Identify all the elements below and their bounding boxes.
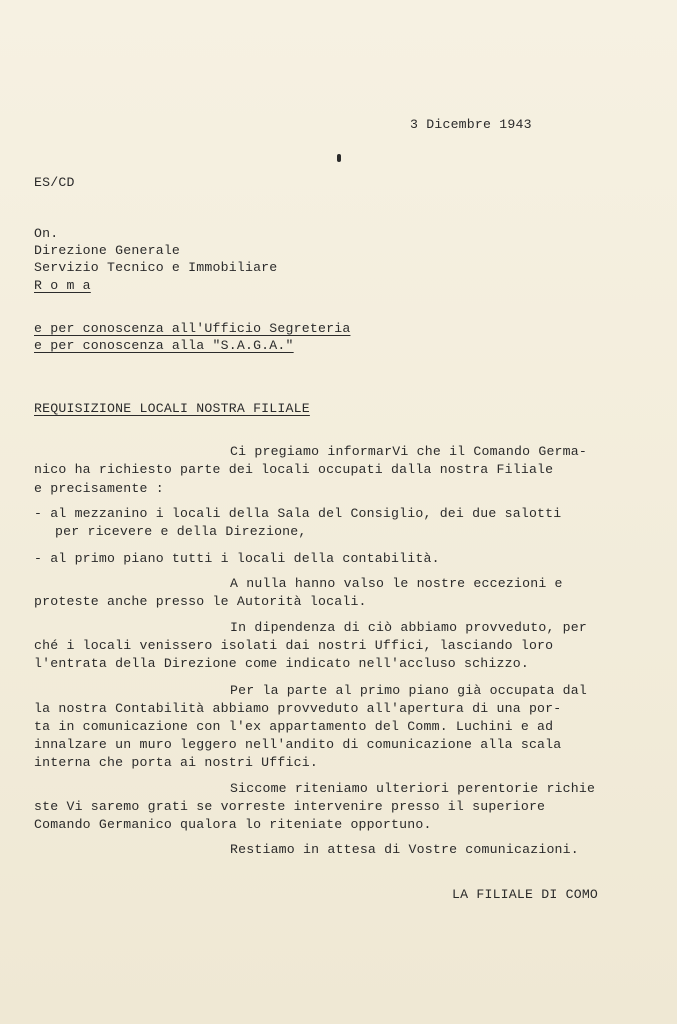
recipient-salutation: On. bbox=[34, 226, 59, 241]
cc-line-1: e per conoscenza all'Ufficio Segreteria bbox=[34, 321, 351, 336]
body-line: ste Vi saremo grati se vorreste intervenire presso il superiore bbox=[34, 799, 546, 814]
cc-line-2: e per conoscenza alla "S.A.G.A." bbox=[34, 338, 294, 353]
body-line: Siccome riteniamo ulteriori perentorie richie bbox=[230, 781, 596, 796]
recipient-city: R o m a bbox=[34, 278, 91, 293]
recipient-line-2: Servizio Tecnico e Immobiliare bbox=[34, 260, 278, 275]
body-line: - al primo piano tutti i locali della contabilità. bbox=[34, 551, 440, 566]
body-line: la nostra Contabilità abbiamo provveduto all'apertura di una por- bbox=[34, 701, 562, 716]
body-line: In dipendenza di ciò abbiamo provveduto, per bbox=[230, 620, 588, 635]
recipient-line-1: Direzione Generale bbox=[34, 243, 181, 258]
body-line: interna che porta ai nostri Uffici. bbox=[34, 755, 318, 770]
body-line: Ci pregiamo informarVi che il Comando Germa- bbox=[230, 444, 588, 459]
body-line: Restiamo in attesa di Vostre comunicazioni. bbox=[230, 842, 579, 857]
signature: LA FILIALE DI COMO bbox=[452, 887, 599, 902]
body-line: Per la parte al primo piano già occupata dal bbox=[230, 683, 588, 698]
body-line: per ricevere e della Direzione, bbox=[55, 524, 307, 539]
body-line: nico ha richiesto parte dei locali occupati dalla nostra Filiale bbox=[34, 462, 554, 477]
reference-code: ES/CD bbox=[34, 175, 75, 190]
body-line: proteste anche presso le Autorità locali. bbox=[34, 594, 367, 609]
body-line: A nulla hanno valso le nostre eccezioni e bbox=[230, 576, 563, 591]
body-line: l'entrata della Direzione come indicato nell'accluso schizzo. bbox=[34, 656, 529, 671]
body-line: ché i locali venissero isolati dai nostri Uffici, lasciando loro bbox=[34, 638, 554, 653]
body-line: ta in comunicazione con l'ex appartamento del Comm. Luchini e ad bbox=[34, 719, 554, 734]
subject-line: REQUISIZIONE LOCALI NOSTRA FILIALE bbox=[34, 401, 310, 416]
body-line: - al mezzanino i locali della Sala del Consiglio, dei due salotti bbox=[34, 506, 562, 521]
letter-date: 3 Dicembre 1943 bbox=[410, 117, 532, 132]
ink-mark bbox=[337, 154, 341, 162]
body-line: e precisamente : bbox=[34, 481, 164, 496]
body-line: innalzare un muro leggero nell'andito di comunicazione alla scala bbox=[34, 737, 562, 752]
body-line: Comando Germanico qualora lo riteniate opportuno. bbox=[34, 817, 432, 832]
